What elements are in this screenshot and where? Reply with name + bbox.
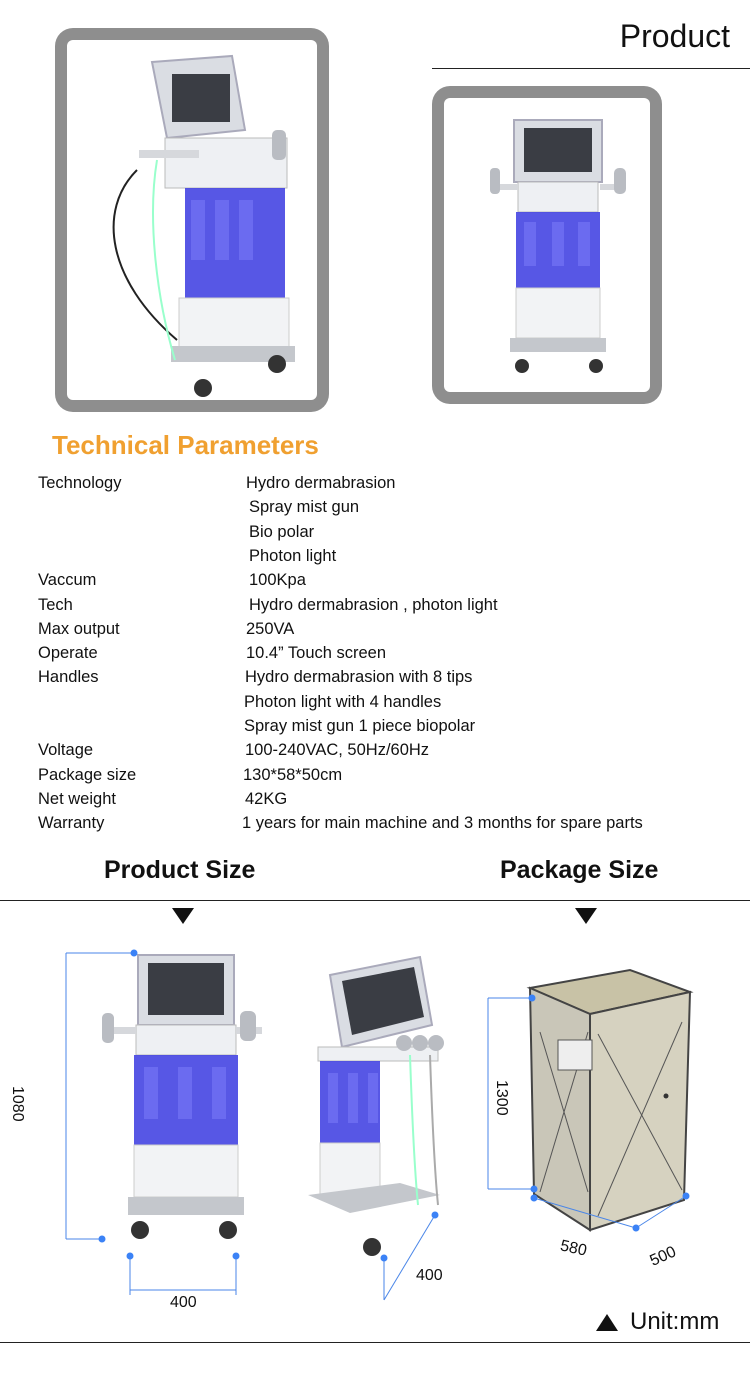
parameter-value: Photon light xyxy=(249,546,337,565)
package-width-label: 580 xyxy=(558,1237,589,1260)
parameter-label: Operate xyxy=(38,644,98,663)
parameter-value: 1 years for main machine and 3 months for spare parts xyxy=(242,814,643,833)
header-divider xyxy=(432,68,750,69)
product-size-arrow-icon xyxy=(172,908,194,924)
parameter-value: Hydro dermabrasion , photon light xyxy=(249,595,498,614)
product-size-title: Product Size xyxy=(104,856,256,884)
size-divider xyxy=(0,900,750,901)
parameter-label: Handles xyxy=(38,668,99,687)
parameter-value: Photon light with 4 handles xyxy=(244,692,442,711)
product-depth-label: 400 xyxy=(416,1267,443,1284)
parameter-label: Technology xyxy=(38,474,122,492)
parameter-value: 100-240VAC, 50Hz/60Hz xyxy=(245,741,430,760)
machine-illustration-angled xyxy=(67,40,317,400)
machine-illustration-front xyxy=(444,98,650,392)
parameter-label: Warranty xyxy=(38,814,105,833)
package-size-title: Package Size xyxy=(500,856,659,884)
parameter-value: Bio polar xyxy=(249,522,315,541)
package-size-arrow-icon xyxy=(575,908,597,924)
parameter-label: Vaccum xyxy=(38,571,97,590)
technical-parameters-title: Technical Parameters xyxy=(52,430,319,460)
product-photo-frame-right xyxy=(432,86,662,404)
product-side-dimension-drawing xyxy=(290,955,460,1305)
parameter-label: Package size xyxy=(38,765,137,784)
package-depth-label: 500 xyxy=(647,1243,679,1270)
parameter-value: 250VA xyxy=(246,619,295,638)
parameter-value: 10.4” Touch screen xyxy=(246,644,387,663)
unit-label: Unit:mm xyxy=(630,1308,720,1335)
parameter-value: 130*58*50cm xyxy=(243,765,343,784)
product-width-label: 400 xyxy=(170,1294,197,1311)
product-front-dimension-drawing xyxy=(30,945,270,1305)
parameter-label: Tech xyxy=(38,595,73,614)
parameter-value: Spray mist gun xyxy=(249,498,360,517)
parameter-value: 100Kpa xyxy=(249,571,306,590)
package-dimension-drawing xyxy=(470,962,720,1282)
parameter-value: Hydro dermabrasion xyxy=(246,474,396,492)
parameter-label: Net weight xyxy=(38,789,116,808)
package-height-label: 1300 xyxy=(493,1080,510,1116)
parameter-value: Spray mist gun 1 piece biopolar xyxy=(244,717,476,735)
parameter-label: Max output xyxy=(38,619,120,638)
product-photo-frame-left xyxy=(55,28,329,412)
product-height-label: 1080 xyxy=(9,1086,26,1122)
parameter-value: Hydro dermabrasion with 8 tips xyxy=(245,668,473,687)
footer-divider xyxy=(0,1342,750,1343)
parameter-label: Voltage xyxy=(38,741,94,760)
unit-up-arrow-icon xyxy=(596,1314,618,1331)
page-title: Product xyxy=(619,18,730,54)
parameter-value: 42KG xyxy=(245,789,288,808)
